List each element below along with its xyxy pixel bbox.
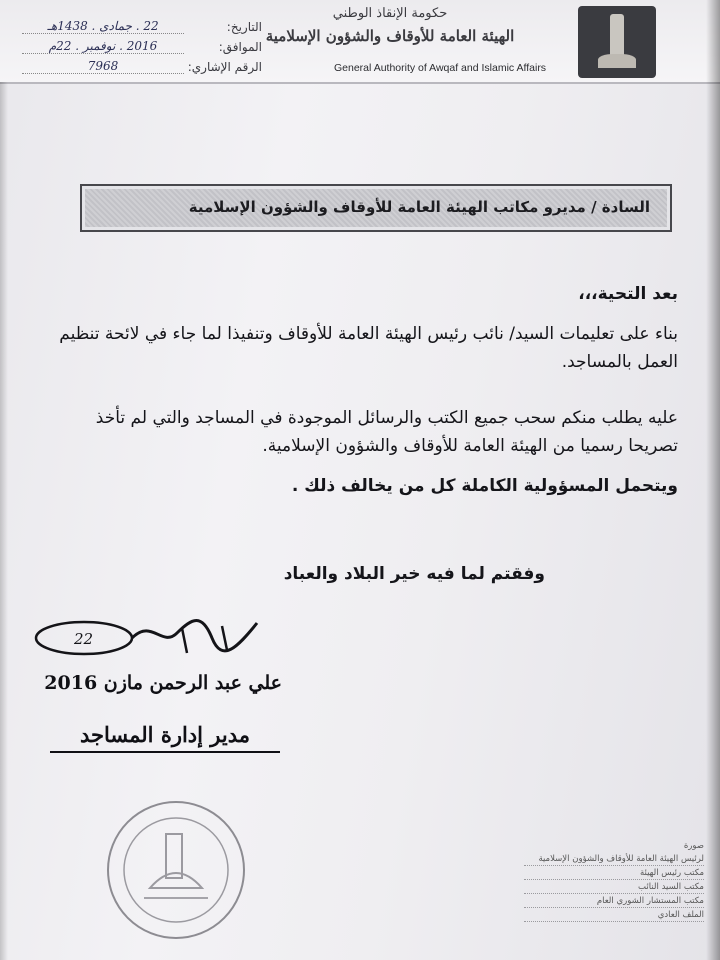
dome-icon [598,54,636,68]
distribution-header: صورة [683,841,704,851]
paragraph-responsibility: ويتحمل المسؤولية الكاملة كل من يخالف ذلك . [291,476,678,496]
paragraph-request [58,404,678,500]
paragraph-instructions: بناء على تعليمات السيد/ نائب رئيس الهيئة العامة للأوقاف وتنفيذا لما جاء في لائحة تنظيم العمل بالمساجد. [59,324,678,372]
distribution-list [524,840,704,923]
distribution-item: مكتب رئيس الهيئة [524,867,704,880]
authority-name-english: General Authority of Awqaf and Islamic Affairs [334,62,547,74]
reference-row [22,54,262,74]
reference-label: الرقم الإشاري: [187,60,262,74]
date-row [22,14,262,34]
signatory-title: مدير إدارة المساجد [50,722,280,753]
distribution-item: الملف العادي [524,909,704,922]
paragraph-request-text: عليه يطلب منكم سحب جميع الكتب والرسائل الموجودة في المساجد والتي لم تأخذ تصريحا رسميا من الهيئة العامة للأوقاف والشؤون الإسلامية. [95,408,678,456]
distribution-item: مكتب السيد النائب [524,881,704,894]
corresponding-value: 2016 . نوفمبر . 22م [22,39,184,54]
page-edge-shadow [0,82,8,960]
date-value: 22 . جمادى . 1438هـ [22,19,184,34]
greeting: بعد التحية،،، [578,284,678,304]
addressee-text: السادة / مديرو مكاتب الهيئة العامة للأوقاف والشؤون الإسلامية [188,198,650,216]
date-label: التاريخ: [226,20,262,34]
handwritten-signature [22,608,272,678]
organization-name-arabic [260,6,520,45]
official-seal [104,798,249,943]
distribution-item: لرئيس الهيئة العامة للأوقاف والشؤون الإسلامية [524,853,704,866]
letter-meta [22,14,262,74]
awqaf-logo [578,6,656,78]
signature-marks: 22 [74,630,94,648]
authority-name: الهيئة العامة للأوقاف والشؤون الإسلامية [265,27,515,45]
corresponding-date-row [22,34,262,54]
addressee-box [80,184,672,232]
corresponding-label: الموافق: [218,40,262,54]
distribution-item: مكتب المستشار الشوري العام [524,895,704,908]
page-edge-shadow-right [706,0,720,960]
signatory-name: علي عبد الرحمن مازن 2016 [44,672,282,694]
closing-line: وفقتم لما فيه خير البلاد والعباد [283,564,545,584]
reference-value: 7968 [22,59,184,74]
government-name: حكومة الإنقاذ الوطني [332,6,448,21]
